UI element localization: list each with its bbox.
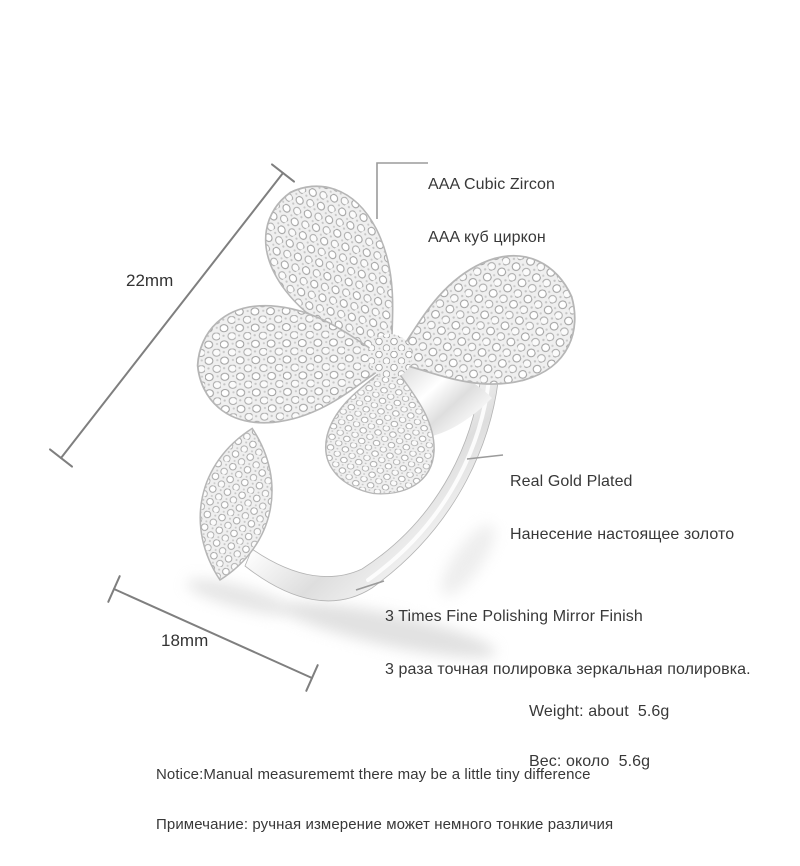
annotation-weight-en: Weight: about 5.6g	[529, 703, 670, 720]
flower-center	[368, 334, 412, 378]
annotation-gold-en: Real Gold Plated	[510, 473, 633, 490]
annotation-zircon	[428, 141, 555, 281]
annotation-weight-ru: Вес: около 5.6g	[529, 752, 651, 770]
annotation-polish-ru: 3 раза точная полировка зеркальная полировка.	[385, 660, 751, 678]
annotation-gold	[510, 438, 734, 578]
annotation-notice	[156, 734, 613, 866]
annotation-zircon-en: AAA Cubic Zircon	[428, 176, 555, 193]
dimension-label-band-width: 18mm	[161, 631, 209, 650]
annotation-gold-ru: Нанесение настоящее золото	[510, 525, 735, 543]
dimension-label-flower-width: 22mm	[126, 271, 174, 290]
annotation-notice-ru: Примечание: ручная измерение может немного тонкие различия	[156, 815, 614, 833]
annotation-notice-en: Notice:Manual measurememt there may be a little tiny difference	[156, 766, 591, 783]
annotation-zircon-ru: AAA куб циркон	[428, 228, 546, 246]
annotation-polish-en: 3 Times Fine Polishing Mirror Finish	[385, 608, 643, 625]
leader-line-zircon	[377, 163, 428, 219]
